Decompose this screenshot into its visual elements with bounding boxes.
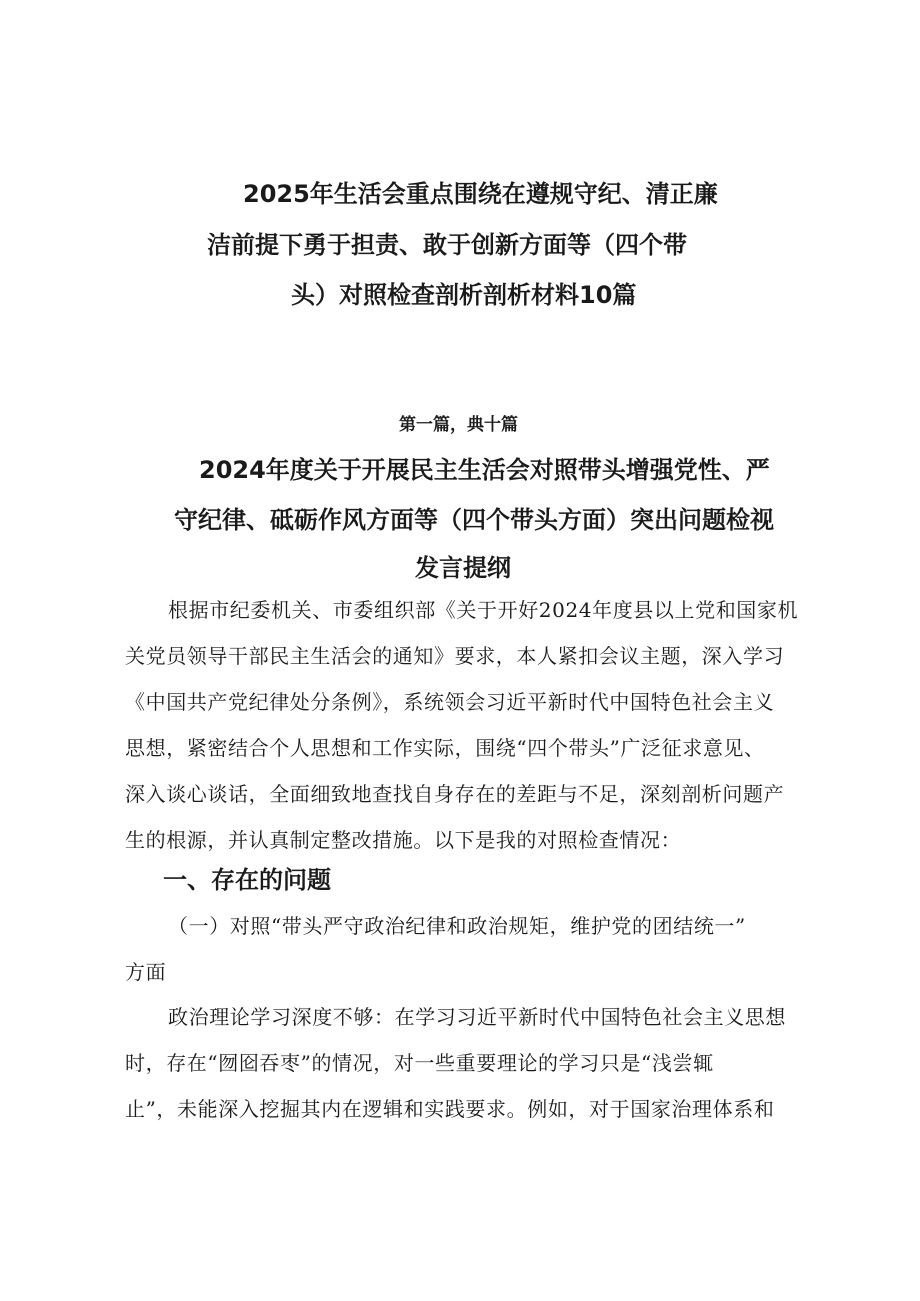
- body-paragraph-line: 时，存在“囫囵吞枣”的情况，对一些重要理论的学习只是“浅尝辄: [125, 1051, 714, 1075]
- intro-paragraph-line: 思想，紧密结合个人思想和工作实际，围绕“四个带头”广泛征求意见、: [125, 736, 765, 760]
- body-paragraph-line: 政治理论学习深度不够：在学习习近平新时代中国特色社会主义思想: [168, 1005, 786, 1029]
- intro-paragraph-line: 深入谈心谈话，全面细致地查找自身存在的差距与不足，深刻剖析问题产: [125, 782, 785, 806]
- intro-paragraph-line: 关党员领导干部民主生活会的通知》要求，本人紧扣会议主题，深入学习: [125, 644, 785, 668]
- chapter-label: 第一篇，典十篇: [399, 415, 518, 435]
- document-title-line-3: 头）对照检查剖析剖析材料10篇: [291, 281, 637, 309]
- document-title-line-1: 2025年生活会重点围绕在遵规守纪、清正廉: [243, 180, 718, 208]
- section-title-line-1: 2024年度关于开展民主生活会对照带头增强党性、严: [199, 456, 770, 484]
- intro-paragraph-line: 《中国共产党纪律处分条例》，系统领会习近平新时代中国特色社会主义: [125, 690, 775, 714]
- body-paragraph-line: 止”，未能深入挖掘其内在逻辑和实践要求。例如，对于国家治理体系和: [125, 1097, 775, 1121]
- section-title-line-2: 守纪律、砥砺作风方面等（四个带头方面）突出问题检视: [174, 506, 774, 534]
- heading-existing-problems: 一、存在的问题: [163, 866, 331, 894]
- intro-paragraph-line: 根据市纪委机关、市委组织部《关于开好2024年度县以上党和国家机: [168, 598, 799, 622]
- subheading-line: 方面: [125, 960, 167, 984]
- section-title-line-3: 发言提纲: [415, 554, 511, 582]
- subheading-line: （一）对照“带头严守政治纪律和政治规矩，维护党的团结统一”: [168, 914, 746, 938]
- intro-paragraph-line: 生的根源，并认真制定整改措施。以下是我的对照检查情况：: [125, 828, 682, 852]
- document-title-line-2: 洁前提下勇于担责、敢于创新方面等（四个带: [207, 231, 687, 259]
